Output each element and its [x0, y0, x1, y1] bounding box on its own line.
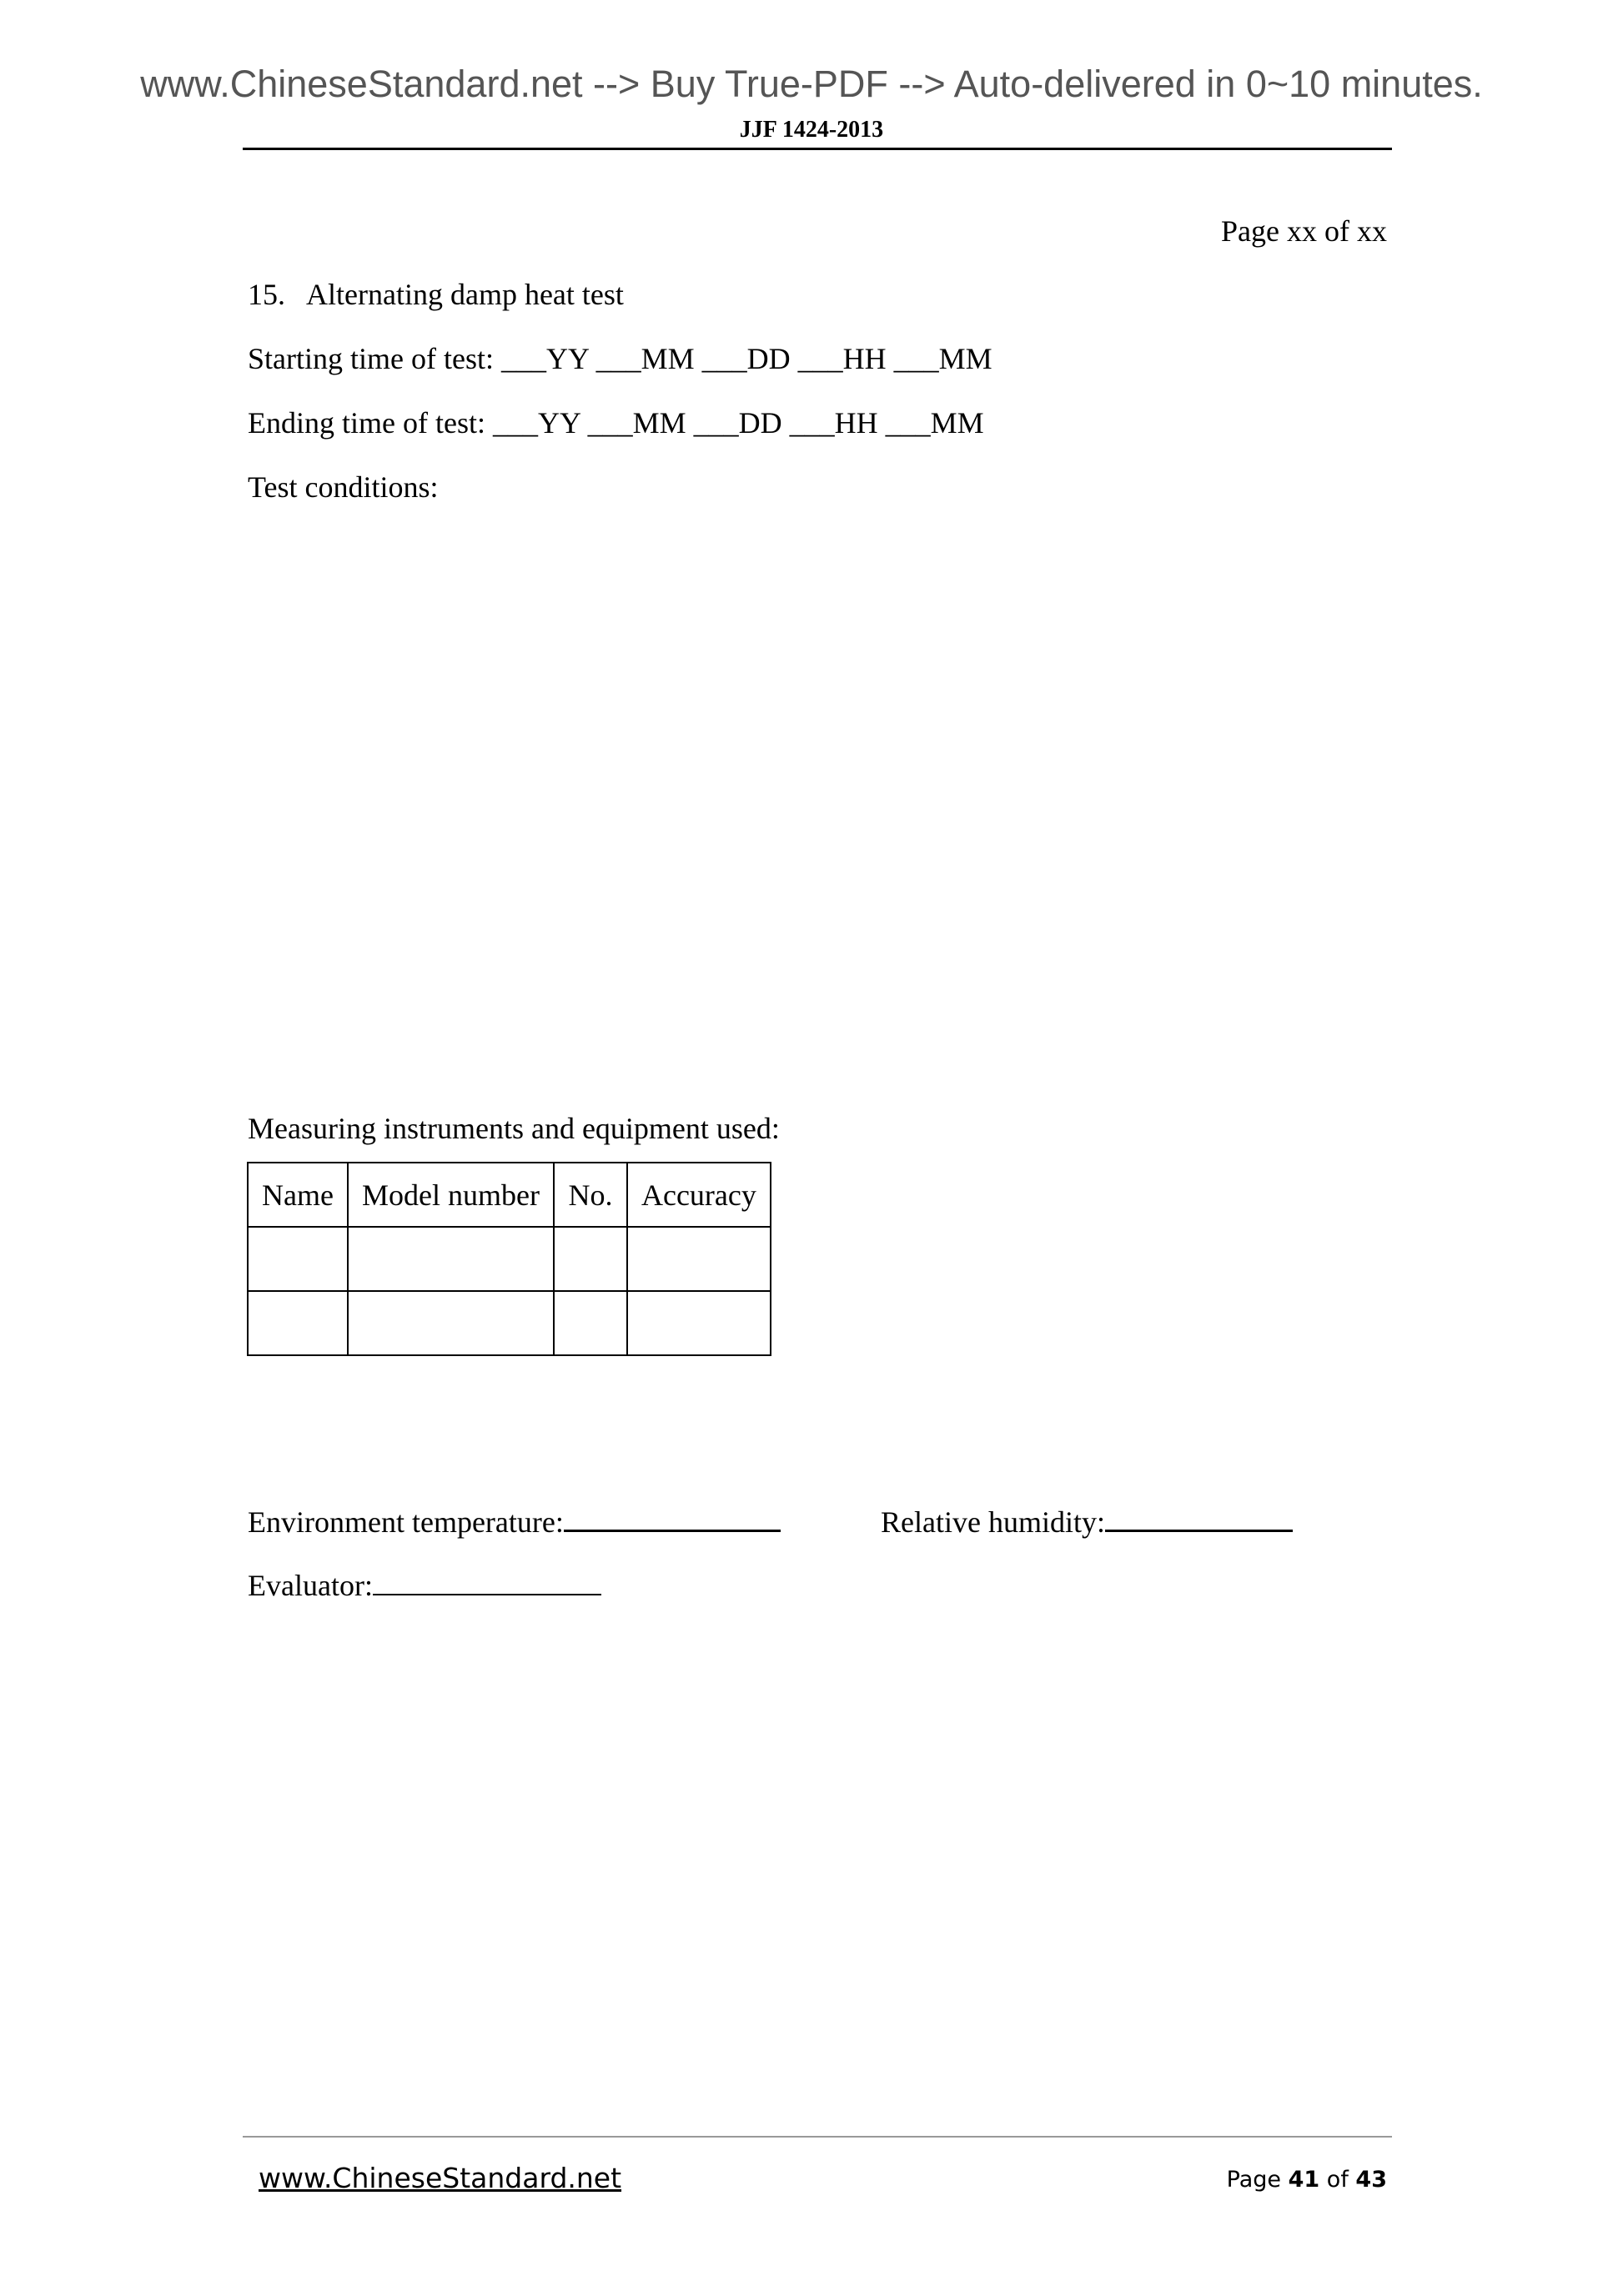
page-marker: Page xx of xx	[1221, 214, 1387, 248]
environment-temperature-row	[248, 1501, 781, 1540]
footer-page-number	[1227, 2167, 1387, 2193]
table-cell[interactable]	[348, 1291, 554, 1355]
standard-code: JJF 1424-2013	[739, 117, 884, 143]
environment-temperature-label: Environment temperature:	[248, 1505, 564, 1539]
header-divider	[243, 148, 1392, 150]
start-time-line: Starting time of test: ___YY ___MM ___DD ___HH ___MM	[248, 342, 992, 375]
evaluator-field[interactable]	[373, 1565, 601, 1595]
table-cell[interactable]	[348, 1227, 554, 1291]
table-cell[interactable]	[248, 1291, 348, 1355]
page-current: 41	[1288, 2167, 1320, 2193]
header-accuracy: Accuracy	[627, 1163, 771, 1227]
environment-temperature-field[interactable]	[564, 1501, 781, 1532]
instruments-label: Measuring instruments and equipment used:	[248, 1112, 780, 1145]
page-prefix: Page	[1226, 2167, 1282, 2193]
equipment-table	[247, 1162, 771, 1356]
end-time-line: Ending time of test: ___YY ___MM ___DD ___HH ___MM	[248, 406, 984, 440]
header-name: Name	[248, 1163, 348, 1227]
table-cell[interactable]	[627, 1291, 771, 1355]
table-cell[interactable]	[554, 1227, 627, 1291]
table-cell[interactable]	[248, 1227, 348, 1291]
evaluator-row	[248, 1565, 601, 1603]
table-header-row	[248, 1163, 771, 1227]
footer-divider	[243, 2136, 1392, 2138]
test-conditions-label: Test conditions:	[248, 470, 439, 504]
relative-humidity-label: Relative humidity:	[881, 1505, 1105, 1539]
header-no: No.	[554, 1163, 627, 1227]
section-heading	[248, 277, 624, 312]
section-number: 15.	[248, 278, 285, 311]
section-title: Alternating damp heat test	[306, 278, 624, 311]
header-model-number: Model number	[348, 1163, 554, 1227]
evaluator-label: Evaluator:	[248, 1569, 373, 1602]
page-of: of	[1326, 2167, 1349, 2193]
footer-website-link[interactable]: www.ChineseStandard.net	[259, 2162, 622, 2194]
banner-text: www.ChineseStandard.net --> Buy True-PDF --> Auto-delivered in 0~10 minutes.	[140, 63, 1483, 105]
table-cell[interactable]	[554, 1291, 627, 1355]
page-total: 43	[1355, 2167, 1387, 2193]
relative-humidity-row	[881, 1501, 1293, 1540]
table-cell[interactable]	[627, 1227, 771, 1291]
table-row	[248, 1227, 771, 1291]
relative-humidity-field[interactable]	[1105, 1501, 1293, 1532]
table-row	[248, 1291, 771, 1355]
